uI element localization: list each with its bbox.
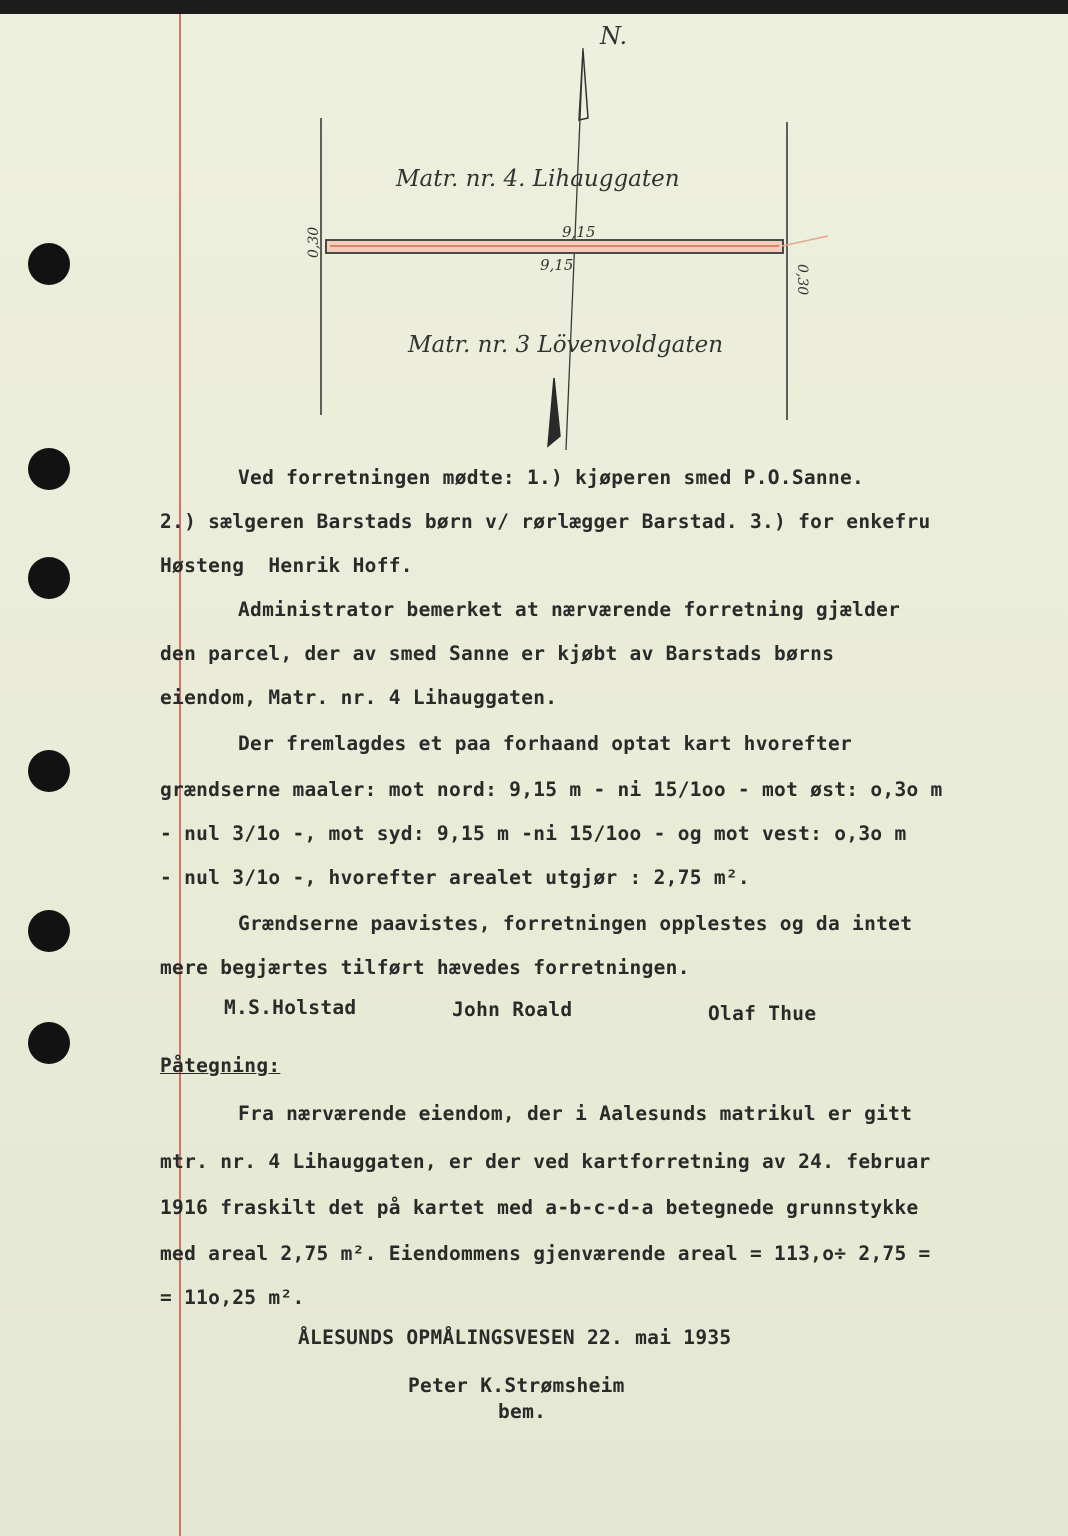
text-line: Ved forretningen mødte: 1.) kjøperen smed P.O.Sanne. [238,466,865,489]
punch-hole [28,910,70,952]
text-line: = 11o,25 m². [160,1286,305,1309]
parcel-north-label: Matr. nr. 4. Lihauggaten [396,166,680,192]
text-line: John Roald [452,998,573,1021]
text-line: mere begjærtes tilført hævedes forretningen. [160,956,690,979]
dimension-right: 0,30 [794,264,810,296]
text-line: Grændserne paavistes, forretningen opplestes og da intet [238,912,913,935]
text-line: Peter K.Strømsheim [408,1374,625,1397]
dimension-left: 0,30 [306,226,322,258]
text-line: den parcel, der av smed Sanne er kjøbt av Barstads børns [160,642,835,665]
text-line: eiendom, Matr. nr. 4 Lihauggaten. [160,686,558,709]
south-arrow-icon [548,378,560,446]
punch-hole [28,750,70,792]
dimension-top: 9,15 [562,223,596,241]
text-line: 2.) sælgeren Barstads børn v/ rørlægger Barstad. 3.) for enkefru [160,510,931,533]
text-line: Fra nærværende eiendom, der i Aalesunds matrikul er gitt [238,1102,913,1125]
text-line: Høsteng Henrik Hoff. [160,554,413,577]
text-line: 1916 fraskilt det på kartet med a-b-c-d-a betegnede grunnstykke [160,1196,919,1219]
text-line: ÅLESUNDS OPMÅLINGSVESEN 22. mai 1935 [298,1326,732,1349]
text-line: mtr. nr. 4 Lihauggaten, er der ved kartforretning av 24. februar [160,1150,931,1173]
section-heading: Påtegning: [160,1054,281,1077]
parcel-red-extension [782,236,828,246]
parcel-south-label: Matr. nr. 3 Lövenvoldgaten [408,332,724,358]
punch-hole [28,557,70,599]
text-line: M.S.Holstad [224,996,357,1019]
text-line: Olaf Thue [708,1002,817,1025]
text-line: med areal 2,75 m². Eiendommens gjenværende areal = 113,o÷ 2,75 = [160,1242,931,1265]
text-line: - nul 3/1o -, mot syd: 9,15 m -ni 15/1oo - og mot vest: o,3o m [160,822,907,845]
north-arrow-icon [579,50,588,120]
text-line: - nul 3/1o -, hvorefter arealet utgjør : 2,75 m². [160,866,750,889]
north-label: N. [600,22,628,50]
parcel-sketch [0,0,1068,470]
text-line: Der fremlagdes et paa forhaand optat kart hvorefter [238,732,853,755]
dimension-bottom: 9,15 [540,256,574,274]
punch-hole [28,1022,70,1064]
text-line: grændserne maaler: mot nord: 9,15 m - ni 15/1oo - mot øst: o,3o m [160,778,943,801]
text-line: bem. [498,1400,547,1423]
text-line: Administrator bemerket at nærværende forretning gjælder [238,598,901,621]
